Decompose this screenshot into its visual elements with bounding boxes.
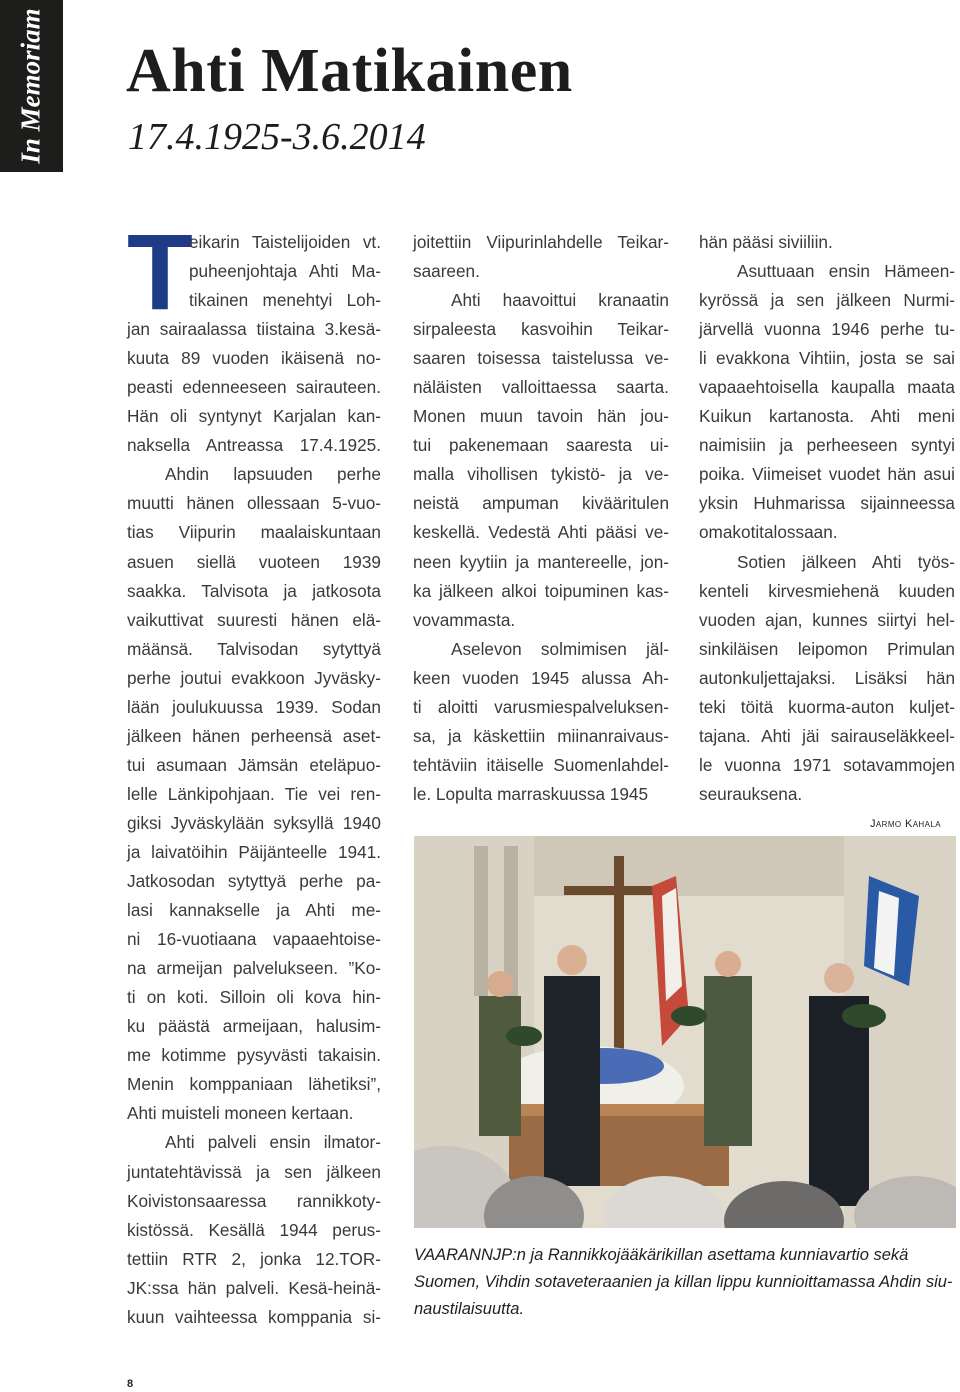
text-line: vapaaehtoisella kaupalla maata [699,377,955,398]
text-line: eikarin Taistelijoiden vt. [189,232,381,252]
text-line: malla vihollisen tykistö- ja ve- [413,464,669,485]
text-line: sirpaleesta kasvoihin Teikar- [413,319,669,340]
text-line: ka jälkeen alkoi toipuminen kas- [413,580,669,601]
text-line: le. Lopulta marraskuussa 1945 [413,783,649,804]
text-column-3 [699,228,955,809]
text-line: giksi Jyväskylään syksyllä 1940 [127,812,381,833]
text-line: neen kyytiin ja mantereelle, jon- [413,551,669,572]
text-line: Kuikun kartanosta. Ahti meni [699,406,955,427]
text-line: peasti edenneeseen sairauteen. [127,377,381,398]
text-line: Jatkosodan sytyttyä perhe pa- [127,871,381,892]
text-line: jan sairaalassa tiistaina 3.kesä- [127,319,381,340]
text-line: määnsä. Talvisodan sytyttyä [127,638,381,659]
text-line: näläisten valloittaessa saarta. [413,377,669,398]
text-line: yksin Huhmarissa sijainneessa [699,493,955,514]
text-line: tajana. Ahti jäi sairauseläkkeel- [699,725,955,746]
text-line: Menin komppaniaan lähetiksi”, [127,1074,381,1095]
text-line: naimisiin ja perheeseen syntyi [699,435,955,456]
text-line: ti aloitti varusmiespalveluksen- [413,696,669,717]
caption-line: VAARANNJP:n ja Rannikkojääkärikillan asettama kunniavartio sekä [414,1246,909,1264]
life-dates: 17.4.1925-3.6.2014 [128,116,426,158]
text-line: lään joulukuussa 1939. Sodan [127,696,381,717]
text-line: keskellä. Vedestä Ahti pääsi ve- [413,522,669,543]
text-line: me kotimme pysyvästi takaisin. [127,1045,381,1066]
text-line: tehtäviin itäiselle Suomenlahdel- [413,754,669,775]
text-line: jälkeen hänen perheensä aset- [127,725,381,746]
ceremony-photo-illustration [414,836,956,1228]
text-line: ni 16-vuotiaana vapaaehtoise- [127,929,381,950]
text-line: sa, ja käskettiin miinanraivaus- [413,725,669,746]
text-line: saareen. [413,261,480,282]
text-line: Ahti muisteli moneen kertaan. [127,1103,354,1124]
text-line: tikainen menehtyi Loh- [189,290,381,311]
text-line: Asuttuaan ensin Hämeen- [737,261,955,282]
text-line: tui asumaan Jämsän eteläpuo- [127,754,381,775]
text-line: sinkiläisen leipomon Primulan [699,638,955,659]
text-line: Ahti haavoittui kranaatin [451,290,669,311]
text-line: naksella Antreassa 17.4.1925. [127,435,381,456]
text-line: Aselevon solmimisen jäl- [451,638,669,659]
caption-line: Suomen, Vihdin sotaveteraanien ja killan lippu kunnioittamassa Ahdin siu- [414,1273,953,1291]
text-line: juntatehtävissä ja sen jälkeen [127,1161,381,1182]
text-line: ku päästä armeijaan, halusim- [127,1016,381,1037]
text-line: kyrössä ja sen jälkeen Nurmi- [699,290,955,311]
text-line: teki töitä kuorma-auton kuljet- [699,696,955,717]
text-line: kenteli kirvesmiehenä kuuden [699,580,955,601]
text-line: tettiin RTR 2, jonka 12.TOR- [127,1248,381,1269]
text-line: lasi kannakselle ja Ahti me- [127,900,381,921]
text-line: ja laivatöihin Päijänteelle 1941. [127,841,381,862]
text-line: saaren toisessa taistelussa ve- [413,348,669,369]
photo-credit: Jarmo Kahala [870,818,941,830]
text-line: saakka. Talvisota ja jatkosota [127,580,381,601]
text-line: Hän oli syntynyt Karjalan kan- [127,406,381,427]
text-line: ti on koti. Silloin oli kova hin- [127,987,381,1008]
text-line: omakotitalossaan. [699,522,838,543]
text-line: järvellä vuonna 1946 perhe tu- [699,319,955,340]
text-line: muutti hänen ollessaan 5-vuo- [127,493,381,514]
text-line: kuuta 89 vuoden ikäisenä no- [127,348,381,369]
text-line: kuun vaihteessa komppania si- [127,1306,381,1327]
section-tab [0,0,63,172]
text-line: Ahdin lapsuuden perhe [165,464,381,485]
text-line: keen vuoden 1945 alussa Ah- [413,667,669,688]
text-line: Koivistonsaaressa rannikkoty- [127,1190,381,1211]
text-line: vovammasta. [413,609,516,630]
text-line: vuoden ajan, kunnes siirtyi hel- [699,609,955,630]
text-column-2 [413,228,669,809]
text-line: le vuonna 1971 sotavammojen [699,754,955,775]
text-line: kistössä. Kesällä 1944 perus- [127,1219,381,1240]
text-line: li evakkona Vihtiin, josta se sai [699,348,955,369]
text-column-1 [127,211,381,1332]
text-line: Monen muun tavoin hän jou- [413,406,669,427]
text-line: Sotien jälkeen Ahti työs- [737,551,955,572]
text-line: vaikuttivat suuresti hänen elä- [127,609,381,630]
page-number: 8 [127,1378,134,1390]
section-tab-label: In Memoriam [15,8,46,164]
text-line: tias Viipurin maalaiskuntaan [127,522,381,543]
drop-cap: T [127,211,193,332]
text-line: tui pakenemaan saaresta ui- [413,435,669,456]
text-line: lelle Länkipohjaan. Tie vei ren- [127,783,381,804]
text-line: na armeijan palvelukseen. ”Ko- [127,958,381,979]
text-line: perhe joutui evakkoon Jyväsky- [127,667,381,688]
text-line: puheenjohtaja Ahti Ma- [189,261,381,282]
photo-caption [414,1242,959,1323]
text-line: hän pääsi siviiliin. [699,232,833,252]
text-line: poika. Viimeiset vuodet hän asui [699,464,955,485]
text-line: joitettiin Viipurinlahdelle Teikar- [413,232,669,252]
caption-line: naustilaisuutta. [414,1300,525,1318]
text-line: autonkuljettajaksi. Lisäksi hän [699,667,955,688]
ceremony-photo [414,836,956,1228]
text-line: Ahti palveli ensin ilmator- [165,1132,381,1153]
text-line: JK:ssa hän palveli. Kesä-heinä- [127,1277,381,1298]
text-line: seurauksena. [699,783,803,804]
article-title: Ahti Matikainen [126,37,573,105]
text-line: neistä ampuman kivääritulen [413,493,669,514]
text-line: asuen siellä vuoteen 1939 [127,551,381,572]
